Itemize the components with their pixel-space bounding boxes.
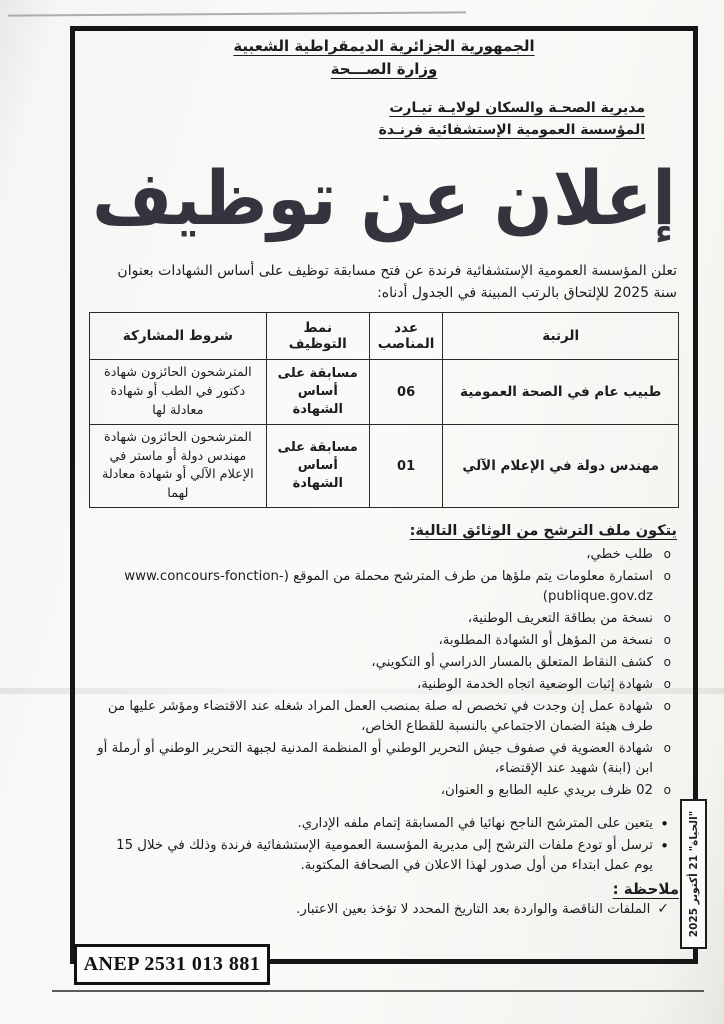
list-item: o طلب خطي،: [95, 545, 653, 565]
establishment-line: المؤسسة العمومية الإستشفائية فرنـدة: [378, 121, 645, 138]
table-header-row: [90, 313, 679, 360]
intro-line-2: سنة 2025 للإلتحاق بالرتب المبينة في الجدول أدناه:: [377, 284, 677, 301]
scan-artifact-top-line: [8, 11, 466, 16]
announcement-title: إعلان عن توظيف: [92, 156, 676, 243]
note-text: الملفات الناقصة والواردة بعد التاريخ المحدد لا تؤخذ بعين الاعتبار.: [296, 902, 651, 918]
newspaper-date-label: "الحياة" 21 أكتوبر 2025: [687, 810, 700, 938]
header-rank: الرتبة: [443, 313, 679, 360]
document-header-center: [89, 37, 679, 78]
list-item: o شهادة العضوية في صفوف جيش التحرير الوطني أو المنظمة المدنية لجبهة التحرير الوطني أو أرملة أو ابن (ابنة) شهيد عند الإقتضاء،: [95, 739, 653, 779]
table-row: [90, 425, 679, 508]
header-mode: نمط التوظيف: [266, 313, 369, 360]
documents-section-heading: يتكون ملف الترشح من الوثائق التالية:: [409, 523, 677, 540]
list-item: o كشف النقاط المتعلق بالمسار الدراسي أو التكويني،: [95, 653, 653, 673]
header-positions: عدد المناصب: [369, 313, 443, 360]
conditions-cell: المترشحون الحائزون شهادة مهندس دولة أو ماستر في الإعلام الآلي أو شهادة معادلة لهما: [90, 425, 267, 508]
positions-table: [89, 312, 679, 508]
note-line: [89, 901, 679, 917]
republic-title: الجمهورية الجزائرية الديمقراطية الشعبية: [233, 37, 535, 55]
list-item: o شهادة إثبات الوضعية اتجاه الخدمة الوطنية،: [95, 675, 653, 695]
note-section: [89, 880, 679, 917]
conditions-cell: المترشحون الحائزون شهادة دكتور في الطب أو شهادة معادلة لها: [90, 360, 267, 425]
mode-cell: مسابقة على أساس الشهادة: [266, 360, 369, 425]
header-conditions: شروط المشاركة: [90, 313, 267, 360]
list-item: • ترسل أو تودع ملفات الترشح إلى مديرية المؤسسة العمومية الإستشفائية فرندة وذلك في خلال 15 يوم عمل ابتداء من أول صدور لهذا الاعلان في الصحافة المكتوبة.: [95, 836, 653, 876]
document-border-frame: [70, 26, 698, 964]
list-item: o نسخة من المؤهل أو الشهادة المطلوبة،: [95, 631, 653, 651]
mode-cell: مسابقة على أساس الشهادة: [266, 425, 369, 508]
intro-line-1: تعلن المؤسسة العمومية الإستشفائية فرندة عن فتح مسابقة توظيف على أساس الشهادات بعنوان: [117, 263, 677, 280]
positions-cell: 06: [369, 360, 443, 425]
anep-reference: ANEP 2531 013 881: [83, 953, 261, 975]
list-item: o شهادة عمل إن وجدت في تخصص له صلة بمنصب العمل المراد شغله عند الاقتضاء ومؤشر عليها من طرف هيئة الضمان الاجتماعي بالنسبة للقطاع الخاص،: [95, 697, 653, 737]
directorate-line: مديرية الصحـة والسكان لولايـة تيـارت: [389, 100, 645, 116]
newspaper-date-box: [680, 799, 707, 949]
intro-paragraph: [91, 261, 677, 304]
list-item: o نسخة من بطاقة التعريف الوطنية،: [95, 609, 653, 629]
document-header-right: [89, 98, 645, 141]
note-heading: ملاحظة :: [612, 880, 679, 899]
ministry-title: وزارة الصـــحة: [330, 60, 438, 78]
bottom-rule-line: [52, 990, 704, 992]
list-item: o 02 ظرف بريدي عليه الطابع و العنوان،: [95, 781, 653, 801]
list-item: o استمارة معلومات يتم ملؤها من طرف المترشح محملة من الموقع (www.concours-fonction-publique.gov.dz): [95, 567, 653, 607]
positions-cell: 01: [369, 425, 443, 508]
list-item: • يتعين على المترشح الناجح نهائيا في المسابقة إتمام ملفه الإداري.: [95, 814, 653, 834]
submission-instructions-list: [89, 814, 679, 877]
anep-reference-box: [74, 944, 270, 985]
rank-cell: مهندس دولة في الإعلام الآلي: [443, 425, 679, 508]
checkmark-icon: ✓: [657, 901, 669, 918]
required-documents-list: [89, 545, 679, 800]
rank-cell: طبيب عام في الصحة العمومية: [443, 360, 679, 425]
table-row: [90, 360, 679, 425]
